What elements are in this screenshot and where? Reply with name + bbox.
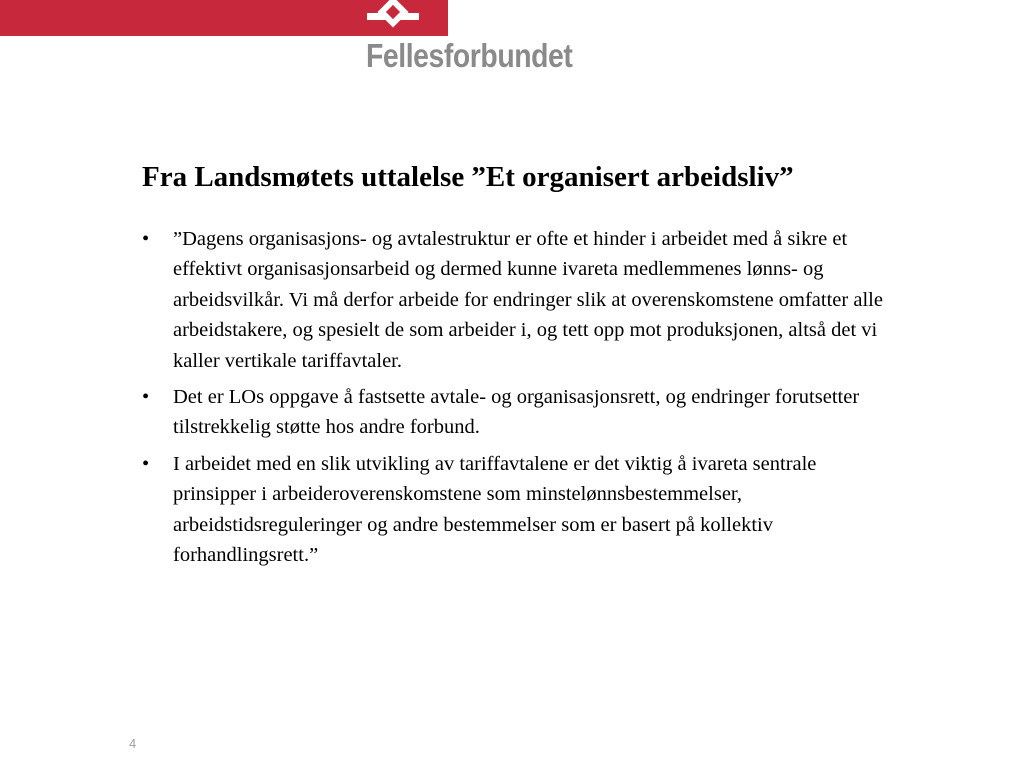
bullet-icon: • (142, 386, 150, 409)
brand-name: Fellesforbundet (366, 37, 573, 74)
bullet-text: ”Dagens organisasjons- og avtalestruktur er ofte et hinder i arbeidet med å sikre et effektivt organisasjonsarbeid og dermed kunne ivareta medlemmenes lønns- og arbeidsvilkår. Vi må derfor arbeide for endringer slik at overenskomstene omfatter alle arbeidstakere, og spesielt de som arbeider i, og tett opp mot produksjonen, altså det vi kaller vertikale tariffavtaler. (173, 228, 883, 372)
bullet-text: Det er LOs oppgave å fastsette avtale- og organisasjonsrett, og endringer forutsetter tilstrekkelig støtte hos andre forbund. (173, 386, 860, 439)
bullet-item (142, 382, 902, 443)
fellesforbundet-logo-icon (365, 0, 421, 36)
bullet-icon: • (142, 228, 150, 250)
page-number: 4 (129, 736, 137, 751)
bullet-item (142, 449, 902, 571)
bullet-item (142, 224, 902, 376)
bullet-icon: • (142, 452, 150, 475)
bullet-text: I arbeidet med en slik utvikling av tariffavtalene er det viktig å ivareta sentrale prinsipper i arbeideroverenskomstene som minstelønnsbestemmelser, arbeidstidsreguleringer og andre bestemmelser som er basert på kollektiv forhandlingsrett.” (173, 452, 817, 567)
slide-title: Fra Landsmøtets uttalelse ”Et organisert arbeidsliv” (142, 161, 794, 193)
bullet-list (142, 224, 902, 576)
